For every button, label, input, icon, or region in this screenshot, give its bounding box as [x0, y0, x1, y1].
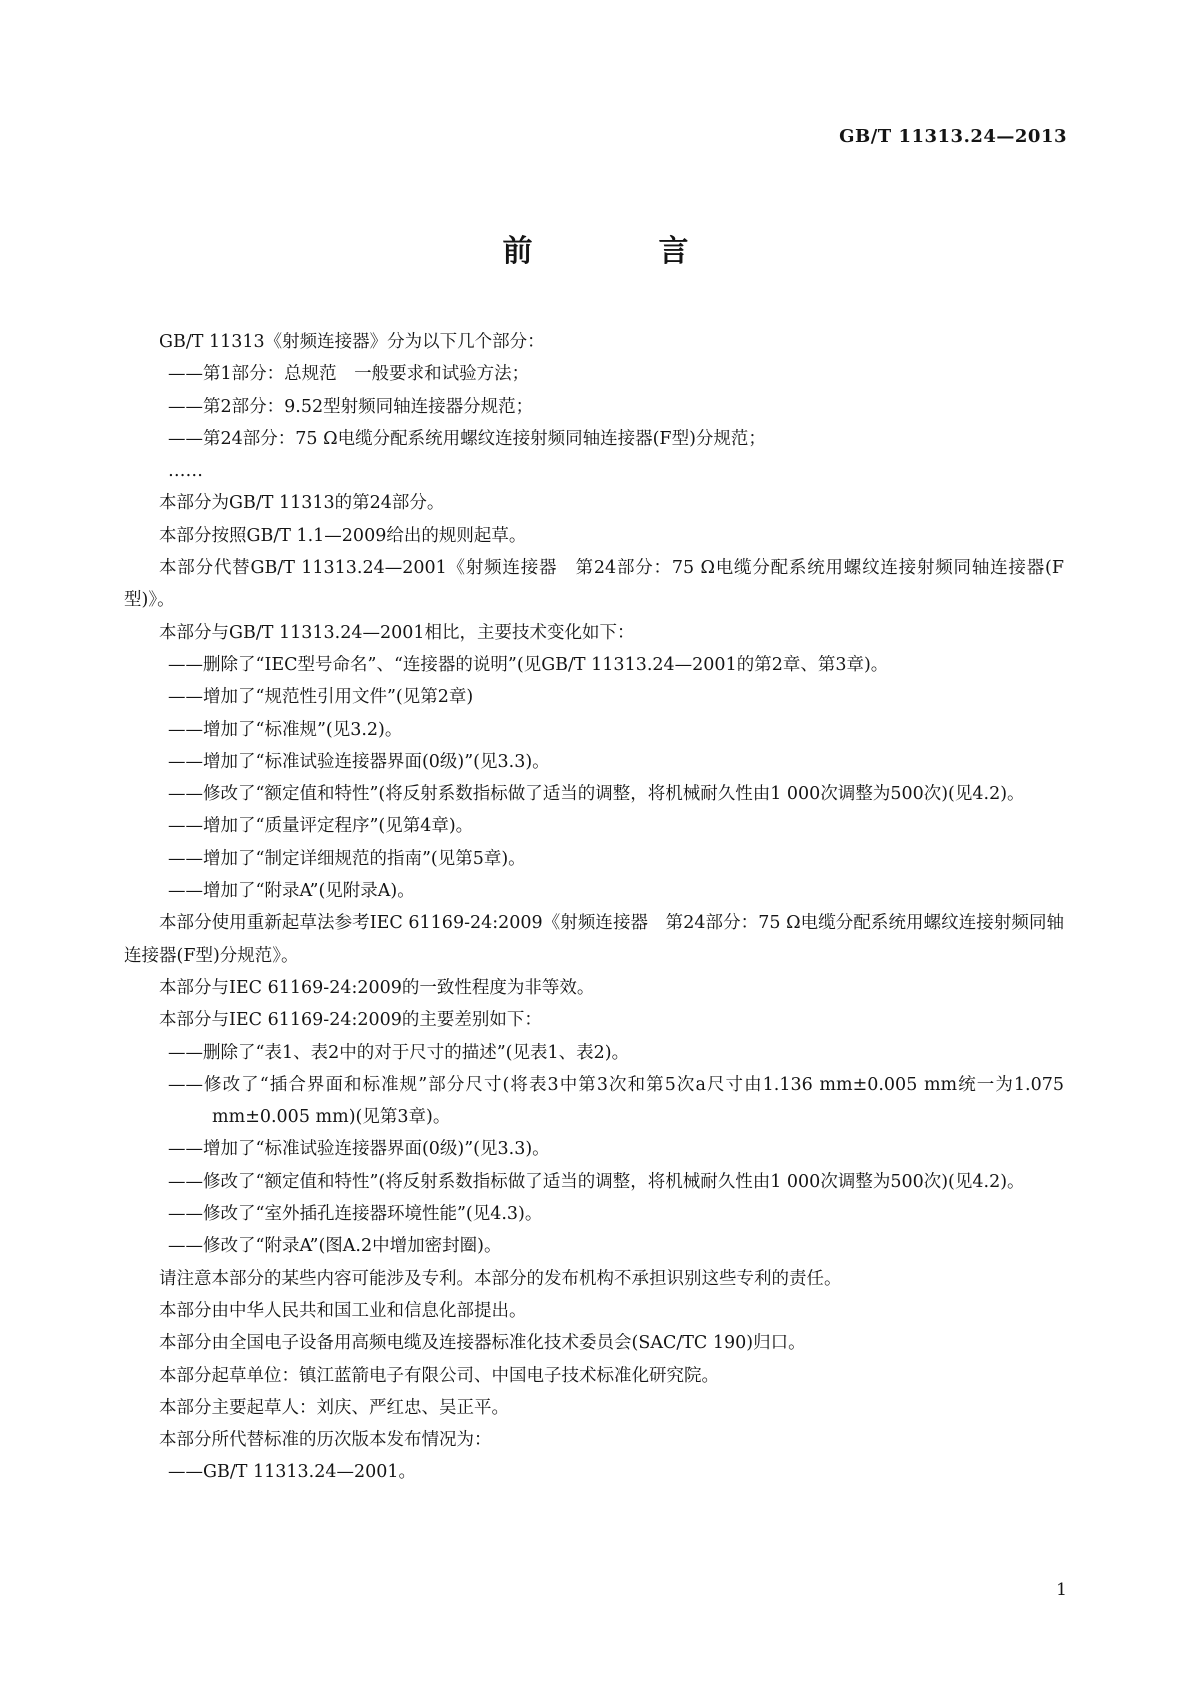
paragraph: 本部分由全国电子设备用高频电缆及连接器标准化技术委员会(SAC/TC 190)归口。 [159, 1333, 806, 1354]
page-number: 1 [1056, 1580, 1067, 1600]
foreword-body [124, 326, 1064, 1489]
list-item: ——第1部分：总规范 一般要求和试验方法； [168, 364, 530, 385]
list-item: ——修改了“插合界面和标准规”部分尺寸(将表3中第3次和第5次a尺寸由1.136 mm±0.005 mm统一为1.075 mm±0.005 mm)(见第3章)。 [168, 1074, 1064, 1128]
paragraph: 本部分起草单位：镇江蓝箭电子有限公司、中国电子技术标准化研究院。 [159, 1365, 719, 1386]
list-item: ——增加了“规范性引用文件”(见第2章) [168, 687, 474, 708]
list-item: ——增加了“标准规”(见3.2)。 [168, 719, 403, 740]
list-item: ——增加了“制定详细规范的指南”(见第5章)。 [168, 848, 526, 869]
list-item: ——第2部分：9.52型射频同轴连接器分规范； [168, 396, 534, 417]
paragraph: 本部分所代替标准的历次版本发布情况为： [159, 1430, 492, 1451]
list-item: ——修改了“额定值和特性”(将反射系数指标做了适当的调整，将机械耐久性由1 000次调整为500次)(见4.2)。 [168, 1171, 1025, 1192]
list-item: ——增加了“标准试验连接器界面(0级)”(见3.3)。 [168, 1139, 550, 1160]
paragraph: 本部分与IEC 61169-24:2009的一致性程度为非等效。 [159, 977, 595, 998]
list-item: ——修改了“室外插孔连接器环境性能”(见4.3)。 [168, 1204, 543, 1225]
list-item: ——删除了“IEC型号命名”、“连接器的说明”(见GB/T 11313.24—2001的第2章、第3章)。 [168, 654, 889, 675]
list-item: ——修改了“附录A”(图A.2中增加密封圈)。 [168, 1236, 502, 1257]
list-item: ——增加了“标准试验连接器界面(0级)”(见3.3)。 [168, 751, 550, 772]
list-item: ——GB/T 11313.24—2001。 [168, 1462, 417, 1483]
paragraph: 本部分按照GB/T 1.1—2009给出的规则起草。 [159, 525, 527, 546]
ellipsis: …… [168, 461, 203, 482]
list-item: ——第24部分：75 Ω电缆分配系统用螺纹连接射频同轴连接器(F型)分规范； [168, 428, 766, 449]
list-item: ——删除了“表1、表2中的对于尺寸的描述”(见表1、表2)。 [168, 1042, 630, 1063]
paragraph: 本部分使用重新起草法参考IEC 61169-24:2009《射频连接器 第24部分：75 Ω电缆分配系统用螺纹连接射频同轴连接器(F型)分规范》。 [124, 913, 1064, 966]
paragraph: 请注意本部分的某些内容可能涉及专利。本部分的发布机构不承担识别这些专利的责任。 [159, 1268, 842, 1289]
list-item: ——增加了“附录A”(见附录A)。 [168, 881, 415, 902]
paragraph: 本部分为GB/T 11313的第24部分。 [159, 493, 445, 514]
paragraph: 本部分与GB/T 11313.24—2001相比，主要技术变化如下： [159, 622, 635, 643]
paragraph: 本部分由中华人民共和国工业和信息化部提出。 [159, 1300, 527, 1321]
paragraph: 本部分主要起草人：刘庆、严红忠、吴正平。 [159, 1397, 509, 1418]
paragraph: 本部分代替GB/T 11313.24—2001《射频连接器 第24部分：75 Ω电缆分配系统用螺纹连接射频同轴连接器(F型)》。 [124, 558, 1064, 611]
paragraph: GB/T 11313《射频连接器》分为以下几个部分： [159, 332, 545, 352]
paragraph: 本部分与IEC 61169-24:2009的主要差别如下： [159, 1010, 542, 1031]
page-title: 前 言 [502, 234, 737, 269]
list-item: ——修改了“额定值和特性”(将反射系数指标做了适当的调整，将机械耐久性由1 000次调整为500次)(见4.2)。 [168, 784, 1025, 805]
standard-code: GB/T 11313.24—2013 [839, 126, 1067, 147]
list-item: ——增加了“质量评定程序”(见第4章)。 [168, 816, 474, 837]
